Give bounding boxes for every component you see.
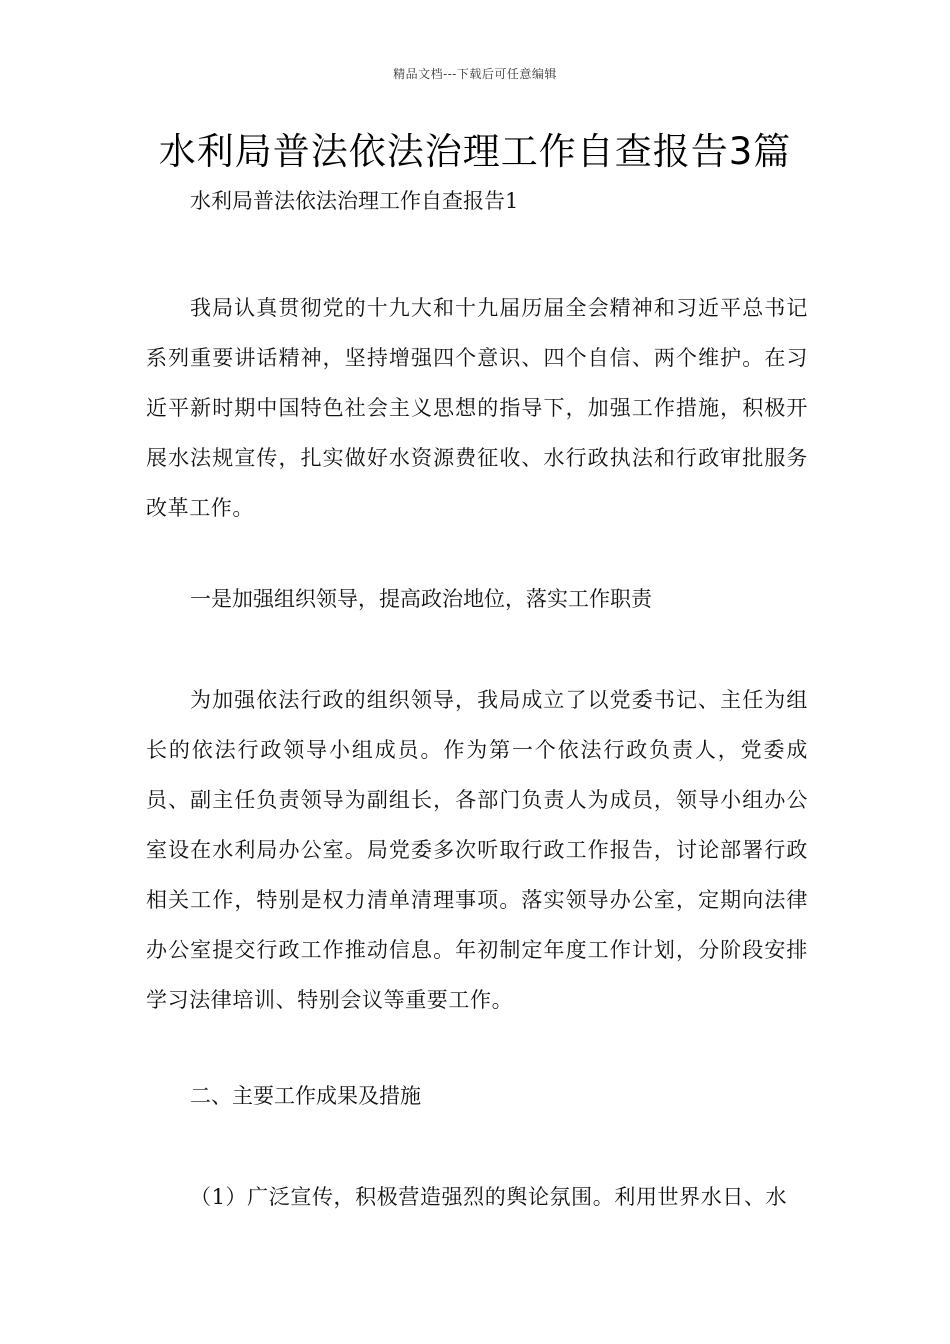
intro-paragraph: 我局认真贯彻党的十九大和十九届历届全会精神和习近平总书记系列重要讲话精神，坚持增强四个意识、四个自信、两个维护。在习近平新时期中国特色社会主义思想的指导下，加强工作措施，积极开展水法规宣传，扎实做好水资源费征收、水行政执法和行政审批服务改革工作。	[146, 296, 808, 520]
header-note: 精品文档---下载后可任意编辑	[393, 67, 557, 81]
section-1-heading: 一是加强组织领导，提高政治地位，落实工作职责	[190, 587, 652, 611]
document-title: 水利局普法依法治理工作自查报告3篇	[158, 130, 792, 173]
section-2-item-1: （1）广泛宣传，积极营造强烈的舆论氛围。利用世界水日、水	[190, 1185, 788, 1209]
document-subtitle: 水利局普法依法治理工作自查报告1	[190, 189, 519, 213]
section-1-paragraph: 为加强依法行政的组织领导，我局成立了以党委书记、主任为组长的依法行政领导小组成员。作为第一个依法行政负责人，党委成员、副主任负责领导为副组长，各部门负责人为成员，领导小组办公室设在水利局办公室。局党委多次听取行政工作报告，讨论部署行政相关工作，特别是权力清单清理事项。落实领导办公室，定期向法律办公室提交行政工作推动信息。年初制定年度工作计划，分阶段安排学习法律培训、特别会议等重要工作。	[146, 688, 808, 1012]
section-2-heading: 二、主要工作成果及措施	[190, 1084, 421, 1108]
